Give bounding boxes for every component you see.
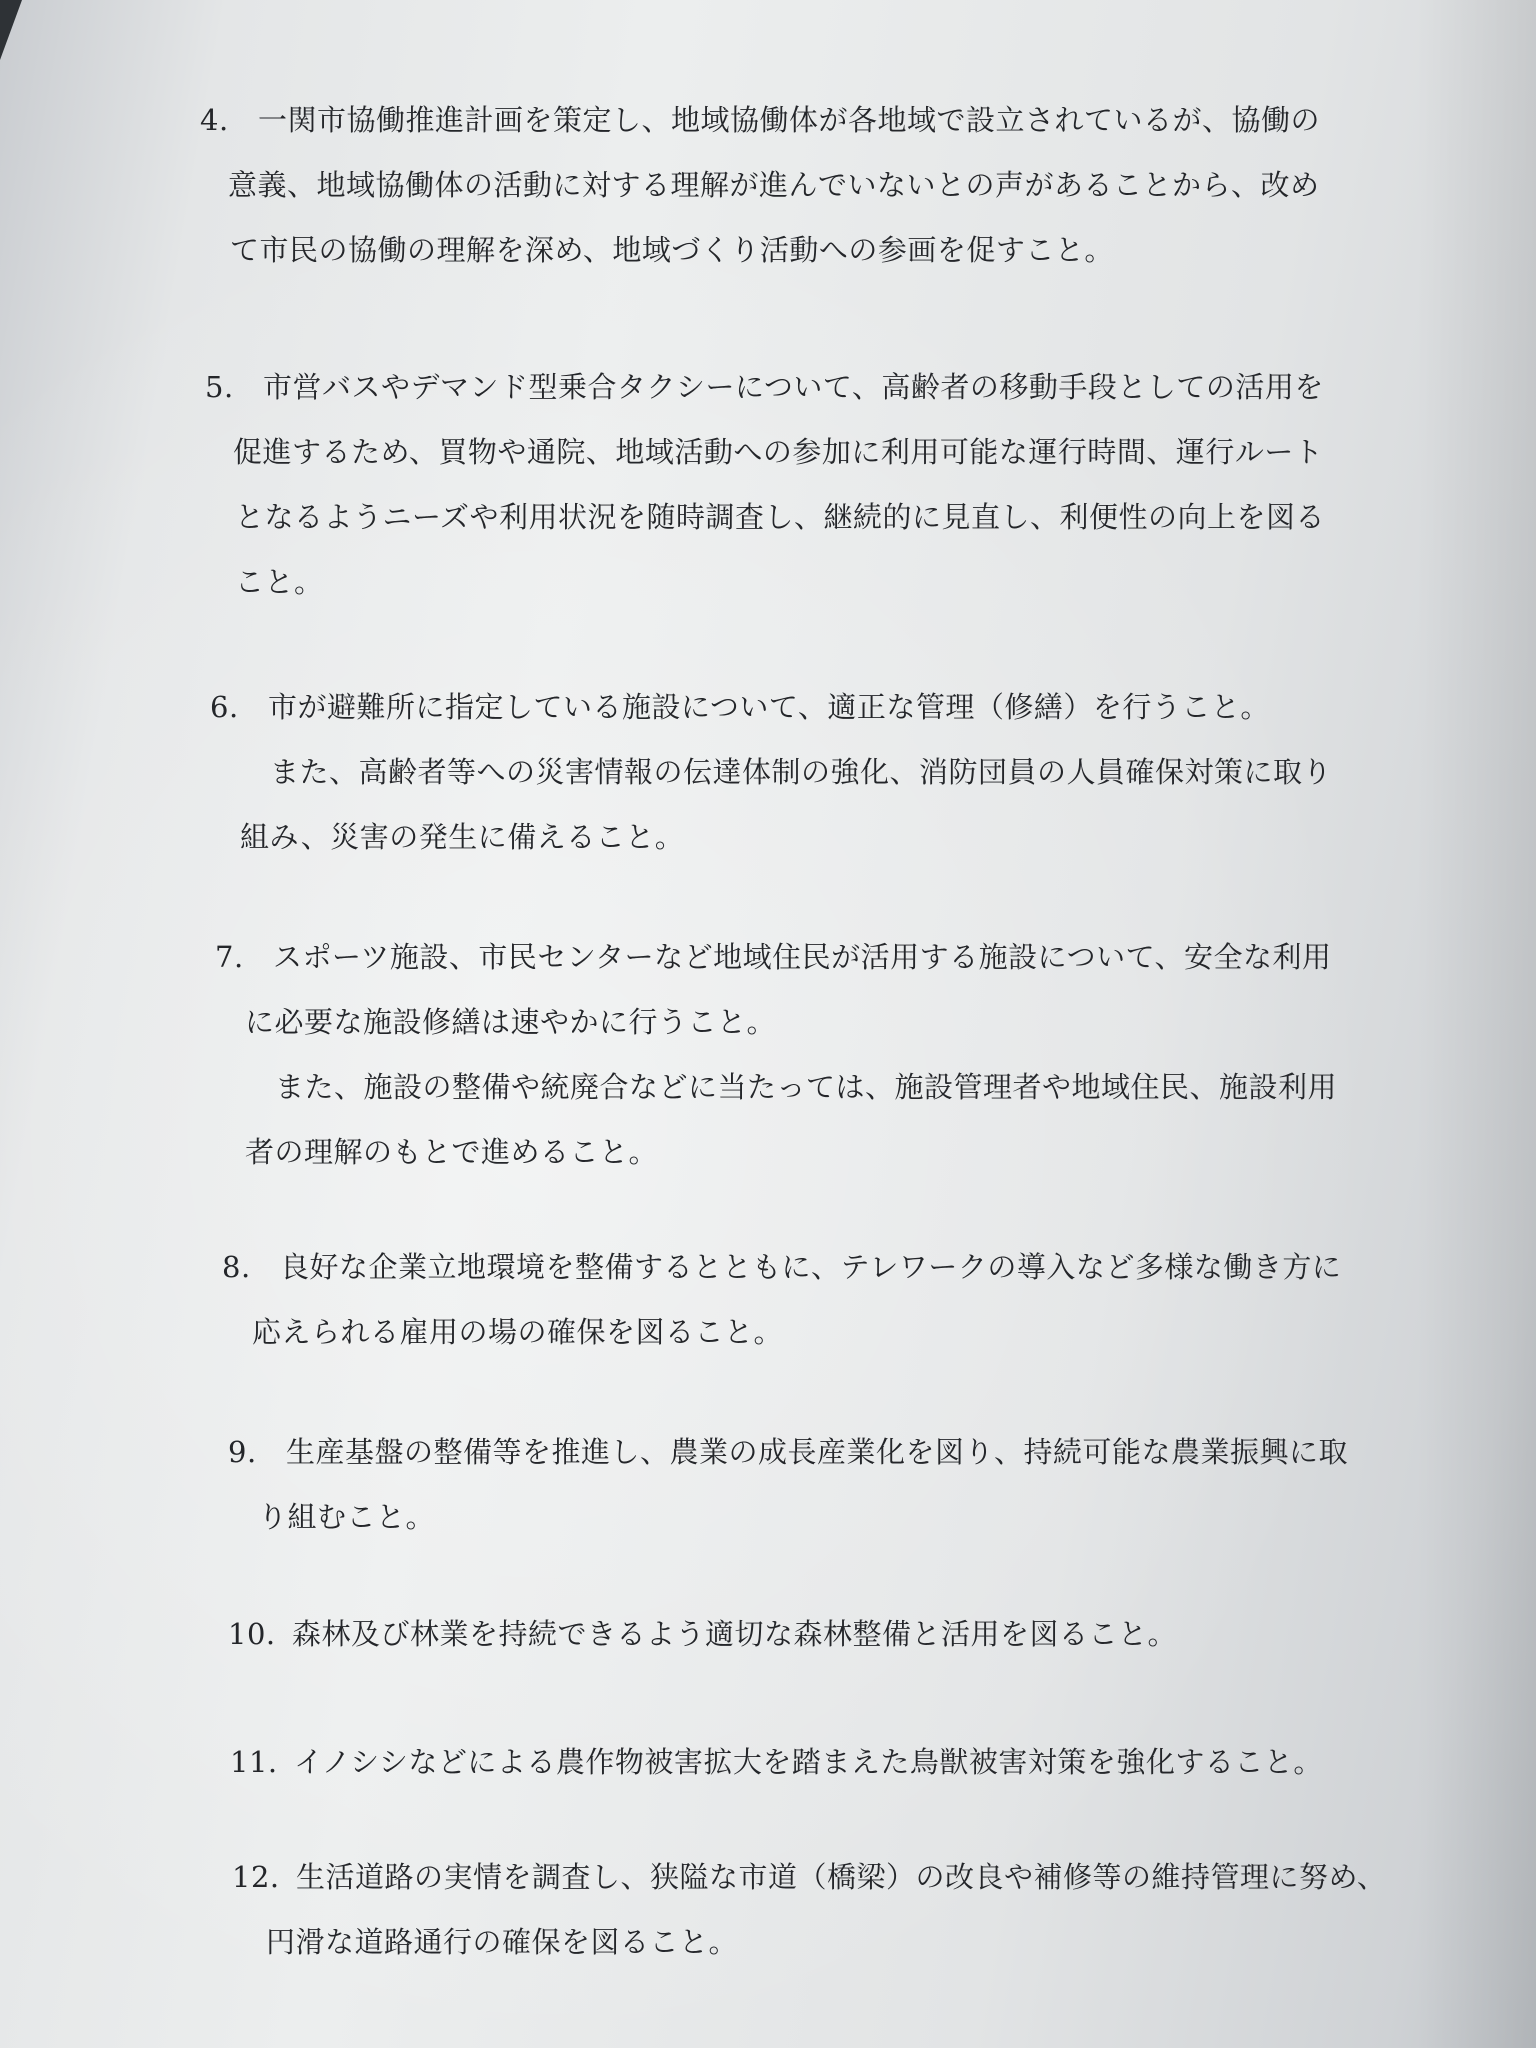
item-text: 一関市協働推進計画を策定し、地域協働体が各地域で設立されているが、協働の [258, 103, 1321, 137]
list-item-10 [228, 1602, 1177, 1667]
item-text: 森林及び林業を持続できるよう適切な森林整備と活用を図ること。 [292, 1617, 1178, 1651]
list-item-4 [200, 88, 1320, 283]
list-item-9 [228, 1420, 1348, 1550]
list-item-8 [222, 1235, 1341, 1365]
item-12-line-1 [232, 1845, 1386, 1910]
item-9-line-1 [228, 1420, 1348, 1485]
list-item-6 [210, 675, 1332, 870]
item-text: 生産基盤の整備等を推進し、農業の成長産業化を図り、持続可能な農業振興に取 [286, 1435, 1349, 1469]
item-6-line-3: 組み、災害の発生に備えること。 [240, 820, 685, 854]
item-9-line-2: り組むこと。 [258, 1500, 436, 1534]
item-7-line-3: また、施設の整備や統廃合などに当たっては、施設管理者や地域住民、施設利用 [275, 1070, 1338, 1104]
item-text: スポーツ施設、市民センターなど地域住民が活用する施設について、安全な利用 [273, 940, 1332, 974]
item-10-line-1 [228, 1602, 1177, 1667]
item-number: 9. [228, 1435, 257, 1469]
item-number: 10. [228, 1617, 276, 1651]
item-text: 生活道路の実情を調査し、狭隘な市道（橋梁）の改良や補修等の維持管理に努め、 [296, 1860, 1387, 1894]
item-text: イノシシなどによる農作物被害拡大を踏まえた鳥獣被害対策を強化すること。 [294, 1745, 1323, 1779]
item-6-line-1 [210, 675, 1332, 740]
item-5-line-4: こと。 [235, 565, 324, 599]
item-4-line-3: て市民の協働の理解を深め、地域づくり活動への参画を促すこと。 [230, 233, 1114, 267]
list-item-7 [215, 925, 1337, 1185]
item-number: 7. [215, 940, 244, 974]
item-number: 8. [222, 1250, 251, 1284]
item-text: 市が避難所に指定している施設について、適正な管理（修繕）を行うこと。 [268, 690, 1270, 724]
item-number: 4. [200, 103, 229, 137]
list-item-12 [232, 1845, 1386, 1975]
item-number: 12. [232, 1860, 280, 1894]
item-5-line-3: となるようニーズや利用状況を随時調査し、継続的に見直し、利便性の向上を図る [235, 500, 1326, 534]
list-item-11 [230, 1730, 1323, 1795]
item-11-line-1 [230, 1730, 1323, 1795]
item-5-line-2: 促進するため、買物や通院、地域活動への参加に利用可能な運行時間、運行ルート [233, 435, 1324, 469]
item-text: 良好な企業立地環境を整備するとともに、テレワークの導入など多様な働き方に [280, 1250, 1342, 1284]
item-8-line-1 [222, 1235, 1341, 1300]
item-4-line-2: 意義、地域協働体の活動に対する理解が進んでいないとの声があることから、改め [228, 168, 1320, 202]
item-7-line-1 [215, 925, 1337, 990]
item-8-line-2: 応えられる雇用の場の確保を図ること。 [252, 1315, 784, 1349]
item-text: 市営バスやデマンド型乗合タクシーについて、高齢者の移動手段としての活用を [263, 370, 1324, 404]
item-4-line-1 [200, 88, 1320, 153]
item-5-line-1 [205, 355, 1325, 420]
item-6-line-2: また、高齢者等への災害情報の伝達体制の強化、消防団員の人員確保対策に取り [270, 755, 1333, 789]
item-12-line-2: 円滑な道路通行の確保を図ること。 [266, 1925, 739, 1959]
item-number: 11. [230, 1745, 278, 1779]
list-item-5 [205, 355, 1325, 615]
item-7-line-2: に必要な施設修繕は速やかに行うこと。 [245, 1005, 777, 1039]
item-number: 5. [205, 370, 234, 404]
item-number: 6. [210, 690, 239, 724]
item-7-line-4: 者の理解のもとで進めること。 [245, 1135, 659, 1169]
